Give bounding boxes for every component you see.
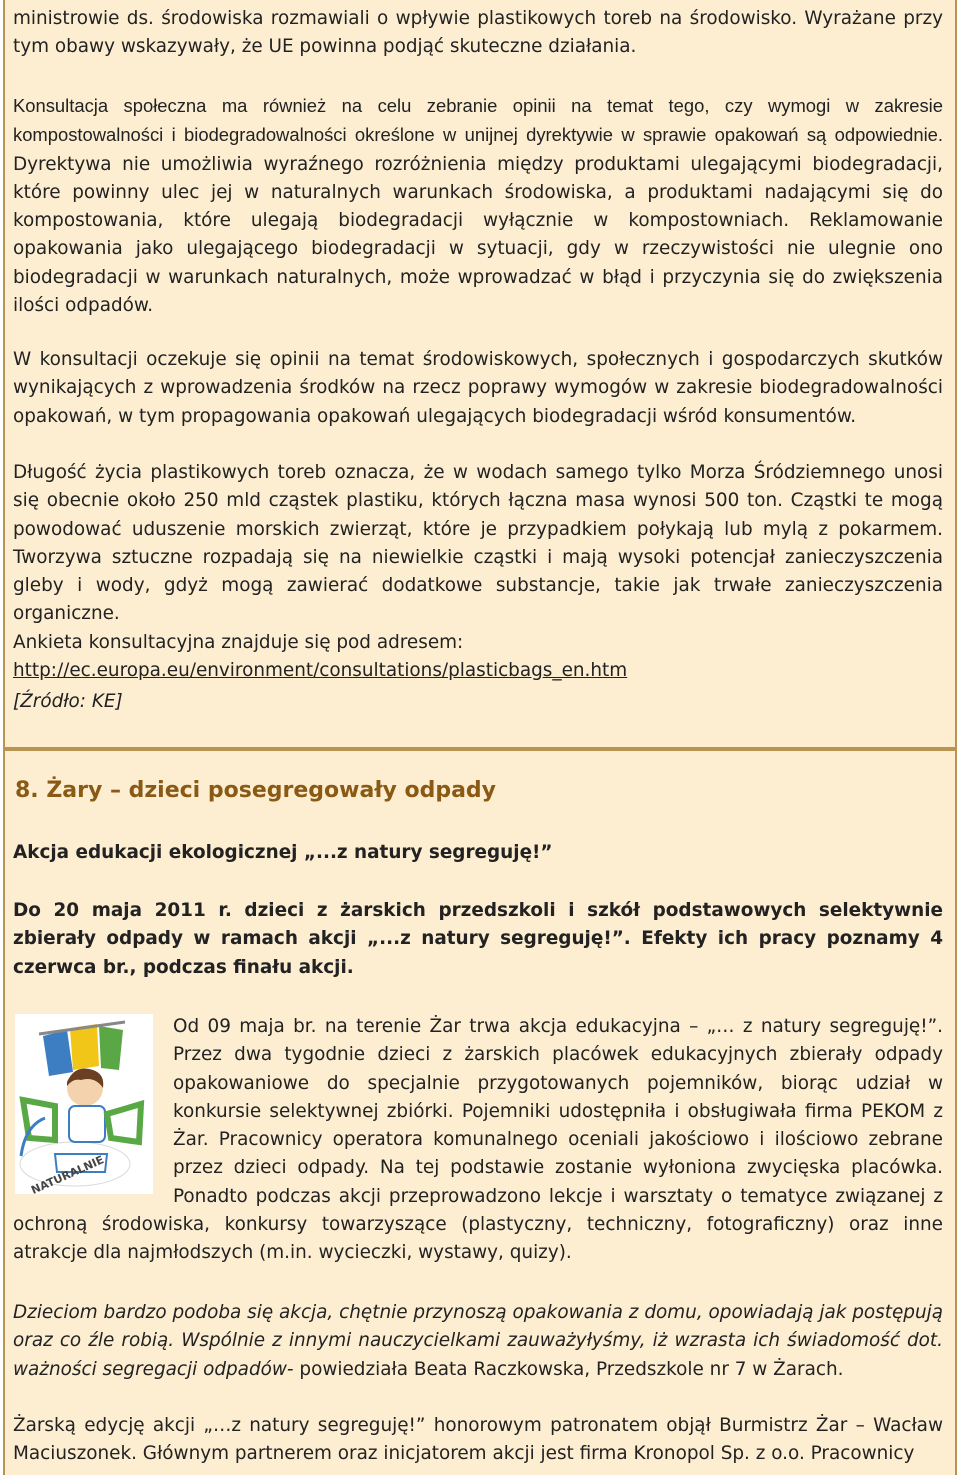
closing-paragraph: Żarską edycję akcji „…z natury segreguję!” honorowym patronatem objął Burmistrz Żar – Wacław Maciuszonek. Głównym partnerem oraz inicjatorem akcji jest firma Kronopol Sp. z o.o. Pracownicy — [13, 1415, 943, 1465]
paragraph-directive: Dyrektywa nie umożliwia wyraźnego rozróżnienia między produktami ulegającymi biodegradacji, które powinny ulec jej w naturalnych warunkach środowiska, a produktami nadającymi się do kompostowania, które ulegają biodegradacji wyłącznie w kompostowniach. Reklamowanie opakowania jako ulegającego biodegradacji w sytuacji, gdy w rzeczywistości nie ulegnie ono biodegradacji w warunkach naturalnych, może wprowadzać w błąd i przyczynia się do zwiększenia ilości odpadów. — [13, 153, 943, 317]
section-title: 8. Żary – dzieci posegregowały odpady — [15, 778, 497, 803]
survey-text: Ankieta konsultacyjna znajduje się pod adresem: — [13, 631, 464, 653]
section-subtitle: Akcja edukacji ekologicznej „...z natury segreguję!” — [13, 842, 553, 863]
image-spacer — [13, 1013, 173, 1201]
body-text: Od 09 maja br. na terenie Żar trwa akcja edukacyjna – „… z natury segreguję!”. Przez dwa tygodnie dzieci z żarskich placówek edukacyjnych zbierały odpady opakowaniowe do specjalnie przygotowanych pojemników, biorąc udział w konkursie selektywnej zbiórki. Pojemniki udostępniła i obsługiwała firma PEKOM z Żar. Pracownicy operatora komunalnego oceniali jakościowo i ilościowo zebrane przez dzieci odpady. Na tej podstawie zostanie wyłoniona zwycięska placówka. Ponadto podczas akcji przeprowadzono lekcje i warsztaty o tematyce związanej z ochroną środowiska, konkursy towarzyszące (plastyczny, techniczny, fotograficzny) oraz inne atrakcje dla najmłodszych (m.in. wycieczki, wystawy, quizy). — [13, 1016, 943, 1264]
survey-link[interactable]: http://ec.europa.eu/environment/consultations/plasticbags_en.htm — [13, 660, 628, 682]
microplastics-text: Długość życia plastikowych toreb oznacza, że w wodach samego tylko Morza Śródziemnego unosi się obecnie około 250 mld cząstek plastiku, których łączna masa wynosi 500 ton. Cząstki te mogą powodować uduszenie morskich zwierząt, które je przypadkiem połykają lub mylą z pokarmem. Tworzywa sztuczne rozpadają się na niewielkie cząstki i mają wysoki potencjał zanieczyszczenia gleby i wody, gdyż mogą zawierać dodatkowe substancje, takie jak trwałe zanieczyszczenia organiczne. — [13, 462, 943, 625]
paragraph-consultation-lead: Konsultacja społeczna ma również na celu zebranie opinii na temat tego, czy wymogi w zakresie kompostowalności i biodegradowalności określone w unijnej dyrektywie w sprawie opakowań są odpowiednie. — [13, 95, 943, 146]
paragraph-expected-opinions: W konsultacji oczekuje się opinii na temat środowiskowych, społecznych i gospodarczych skutków wynikających z wprowadzenia środków na rzecz poprawy wymogów w zakresie biodegradowalności opakowań, w tym propagowania opakowań ulegających biodegradacji wśród konsumentów. — [13, 349, 943, 427]
quote-text: Dzieciom bardzo podoba się akcja, chętnie przynoszą opakowania z domu, opowiadają jak postępują oraz co źle robią. Wspólnie z innymi nauczycielkami zauważyłyśmy, iż wzrasta ich świadomość dot. ważności segregacji odpadów- — [13, 1302, 943, 1380]
quote-paragraph — [13, 1299, 943, 1384]
logo-text: NATURALNIE — [29, 1153, 106, 1194]
body-paragraph — [13, 1013, 943, 1268]
source-note: [Źródło: KE] — [13, 691, 123, 712]
paragraph-microplastics — [13, 459, 943, 685]
paragraph-intro: ministrowie ds. środowiska rozmawiali o wpływie plastikowych toreb na środowisko. Wyrażane przy tym obawy wskazywały, że UE powinna podjąć skuteczne działania. — [13, 8, 943, 58]
quote-attribution: powiedziała Beata Raczkowska, Przedszkole nr 7 w Żarach. — [293, 1358, 844, 1380]
paragraph-consultation — [13, 92, 943, 320]
section-lead: Do 20 maja 2011 r. dzieci z żarskich przedszkoli i szkół podstawowych selektywnie zbierały odpady w ramach akcji „...z natury segreguję!”. Efekty ich pracy poznamy 4 czerwca br., podczas finału akcji. — [13, 900, 943, 978]
